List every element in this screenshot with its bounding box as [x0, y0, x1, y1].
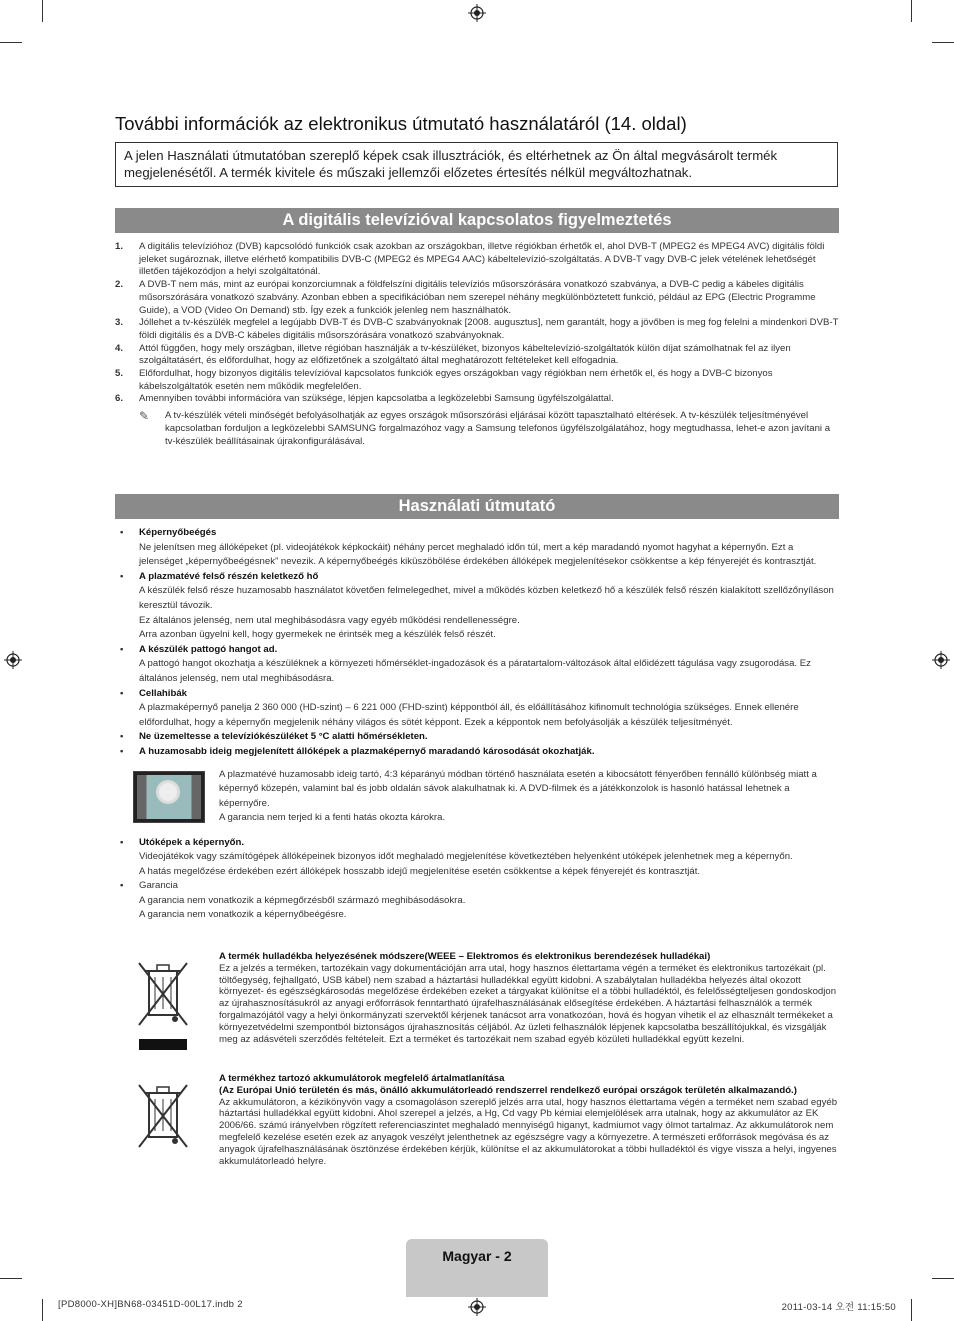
usage-bullets [115, 526, 839, 923]
item-number: 2. [115, 279, 124, 291]
bullet-heading: A plazmatévé felső részén keletkező hő [139, 570, 319, 582]
bullet-heading: Cellahibák [139, 687, 187, 699]
crop-mark [932, 1278, 954, 1279]
bullet-icon: • [120, 745, 124, 757]
bullet-heading: Képernyőbeégés [139, 527, 217, 538]
bullet-icon: • [120, 880, 124, 892]
item-text: Amennyiben további információra van szüksége, lépjen kapcsolatba a legközelebbi Samsung ügyfélszolgálattal. [139, 393, 614, 405]
item-text: A digitális televízióhoz (DVB) kapcsolódó funkciók csak azokban az országokban, illetve régiókban érhetők el, ahol DVB-T (MPEG2 és MPEG4 AVC) digitális földi jeleket sugároznak, illetve elérhető kompatibilis DVB-C (MPEG2 és MPEG4 AAC) kábeltelevízió-szolgáltatás. A DVB-T vagy DVB-C jelek vételének lehetőségét illetően tájékozódjon a helyi szolgáltatónál. [139, 241, 825, 278]
disposal-section [115, 951, 839, 1167]
battery-text: Az akkumulátoron, a kézikönyvön vagy a csomagoláson szereplő jelzés arra utal, hogy hasznos élettartama végén a terméket nem szabad egyéb háztartási hulladékkal együtt kidobni. Ahol szerepel a jelzés, a Hg, Cd vagy Pb kémiai elemjelölések arra utalnak, hogy az akkumulátor az EK 2006/66. számú irányelvben rögzített referenciaszintet meghaladó mennyiségű higanyt, kadmiumot vagy ólmot tartalmaz. Az akkumulátorok nem megfelelő kezelése esetén ezek az anyagok veszélyt jelenthetnek az egészségre vagy a környezetre. A természeti erőforrások megóvása és az anyagok újrafelhasználásának ösztönzése érdekében kérjük, különítse el az akkumulátorokat a többi hulladéktól és vigye vissza a helyi, ingyenes akkumulátorleadó helyre. [219, 1096, 838, 1167]
weee-block [115, 951, 839, 1063]
list-item [115, 393, 839, 406]
crop-mark [0, 1278, 22, 1279]
crop-mark [911, 1299, 912, 1321]
crossed-battery-bin-icon [135, 1081, 191, 1151]
footer-timestamp: 2011-03-14 오전 11:15:50 [781, 1302, 896, 1313]
battery-subheading: (Az Európai Unió területén és más, önálló akkumulátorleadó rendszerrel rendelkező európai országok területén alkalmazandó.) [219, 1084, 797, 1096]
item-text: A DVB-T nem más, mint az európai konzorciumnak a földfelszíni digitális televíziós műsorszórására vonatkozó szabványa, a DVB-C pedig a kábeles digitális műsorszórására vonatkozó szabvány. Azonban ebben a specifikációban nem szerepel néhány megkülönböztetett funkció, például az EPG (Electric Programme Guide), a VOD (Video On Demand) stb. Így ezek a funkciók jelenleg nem használhatók. [139, 279, 816, 316]
battery-heading: A termékhez tartozó akkumulátorok megfelelő ártalmatlanítása [219, 1073, 505, 1084]
list-item [115, 643, 839, 687]
bullet-text: Ez általános jelenség, nem utal meghibásodásra vagy egyéb működési rendellenességre. [139, 614, 520, 626]
bullet-heading: Ne üzemeltesse a televíziókészüléket 5 °C alatti hőmérsékleten. [139, 731, 428, 743]
crop-mark [0, 42, 22, 43]
list-item [115, 687, 839, 731]
burn-in-text: A plazmatévé huzamosabb ideig tartó, 4:3 képarányú módban történő használata esetén a kibocsátott fényerőben fennálló különbség miatt a képernyő közepén, valamint bal és jobb oldalán sávok alakulhatnak ki. A DVD-filmek és a játékkonzolok is hasonló hatással lehetnek a képernyőre. [219, 768, 817, 809]
list-item [115, 730, 839, 745]
bullet-text: A garancia nem vonatkozik a képernyőbeégésre. [139, 909, 347, 921]
list-item [115, 879, 839, 923]
item-text: Attól függően, hogy mely országban, illetve régióban használják a tv-készüléket, bizonyos kábeltelevízió-szolgáltatók külön díjat számolhatnak fel az ilyen szolgáltatásért, és előfordulhat, hogy az előfizetőnek a szolgáltató által meghatározott feltételeket kell elfogadnia. [139, 342, 791, 367]
bullet-text: A hatás megelőzése érdekében ezért állóképek hosszabb idejű megjelenítése esetén csökkentse a képek fényerejét és kontrasztját. [139, 865, 701, 877]
burn-in-illustration-block [115, 768, 839, 830]
item-number: 1. [115, 241, 124, 252]
footer-file-info: [PD8000-XH]BN68-03451D-00L17.indb 2 [58, 1299, 243, 1310]
list-item [115, 343, 839, 368]
crop-mark [932, 42, 954, 43]
bullet-text: Arra azonban ügyelni kell, hogy gyermekek ne érintsék meg a készülék felső részét. [139, 629, 496, 641]
bullet-text: A készülék felső része huzamosabb használatot követően felmelegedhet, mivel a működés közben keletkező hő a készülék felső részén kialakított szellőzőnyíláson keresztül távozik. [139, 585, 834, 611]
bullet-icon: • [120, 687, 124, 699]
list-item [115, 279, 839, 317]
battery-block [115, 1073, 839, 1167]
note [115, 410, 839, 448]
crop-mark [42, 1299, 43, 1321]
crop-mark [42, 0, 43, 22]
list-item [115, 241, 839, 279]
pencil-note-icon: ✎ [139, 409, 150, 424]
registration-mark-icon [468, 1298, 486, 1316]
crop-mark [911, 0, 912, 22]
bullet-heading: Utóképek a képernyőn. [139, 836, 245, 848]
list-item [115, 836, 839, 880]
bullet-text: Videojátékok vagy számítógépek állóképeinek bizonyos időt meghaladó megjelenítése következtében helyenként utóképek jelenhetnek meg a képernyőn. [139, 851, 793, 863]
burn-in-warranty: A garancia nem terjed ki a fenti hatás okozta károkra. [219, 812, 446, 824]
item-text: Jóllehet a tv-készülék megfelel a legújabb DVB-T és DVB-C szabványoknak [2008. augusztus], nem garantált, hogy a jövőben is meg fog felelni a mindenkori DVB-T földi digitális és a DVB-C kábeles digitális műsorszórására vonatkozó szabványoknak. [139, 317, 839, 341]
weee-text: Ez a jelzés a terméken, tartozékain vagy dokumentációján arra utal, hogy hasznos élettartama végén a terméket és elektronikus tartozékait (pl. töltőegység, fejhallgató, USB kábel) nem szabad a háztartási hulladékkal együtt kidobni. A szabálytalan hulladékba helyezés által okozott környezet- és egészségkárosodás megelőzése érdekében ezeket a tárgyakat különítse el a többi hulladéktól, és felelősségteljesen gondoskodjon az újrahasznosításukról az anyagi erőforrások fenntartható újrafelhasználásának elősegítése érdekében. A háztartási felhasználók a termék forgalmazójától vagy a helyi önkormányzati szervektől kérjenek tanácsot arra vonatkozóan, hová és hogyan vihetik el az elhasznált termékeket a környezetvédelmi szempontból biztonságos újrahasznosítás céljából. Az üzleti felhasználók lépjenek kapcsolatba beszállítójukkal, és vizsgálják meg az adásvételi szerződés feltételeit. Ezt a terméket és tartozékait nem szabad egyéb közületi hulladékkal együtt kezelni. [219, 962, 837, 1045]
weee-heading: A termék hulladékba helyezésének módszere(WEEE – Elektromos és elektronikus berendezések hulladékai) [219, 951, 711, 962]
list-item [115, 317, 839, 342]
bullet-icon: • [120, 570, 124, 582]
list-item [115, 368, 839, 393]
bullet-heading: A készülék pattogó hangot ad. [139, 643, 278, 655]
digital-tv-warnings-list [115, 241, 839, 448]
section-heading-usage: Használati útmutató [115, 494, 839, 519]
bullet-icon: • [120, 527, 124, 538]
registration-mark-icon [4, 651, 22, 669]
crossed-bin-icon [135, 959, 191, 1051]
list-item [115, 570, 839, 643]
item-number: 6. [115, 393, 124, 405]
page-title: További információk az elektronikus útmutató használatáról (14. oldal) [115, 113, 687, 134]
bullet-heading: A huzamosabb ideig megjelenített állóképek a plazmaképernyő maradandó károsodását okozhatják. [139, 745, 595, 757]
item-number: 5. [115, 368, 124, 380]
tv-screen-image [133, 771, 205, 823]
bullet-heading: Garancia [139, 880, 178, 892]
item-number: 4. [115, 342, 124, 354]
bullet-text: A plazmaképernyő panelja 2 360 000 (HD-szint) – 6 221 000 (FHD-szint) képpontból áll, és előállításához kifinomult technológia szükséges. Ennek ellenére előfordulhat, hogy a képernyőn megjelenik néhány világos és sötét képpont. Ezek a képpontok nem befolyásolják a készülék teljesítményét. [139, 702, 799, 728]
bullet-text: Ne jelenítsen meg állóképeket (pl. videojátékok képkockáit) néhány percet meghaladó időn túl, mert a kép maradandó nyomot hagyhat a képernyőn. Ezt a jelenséget „képernyőbeégésnek” nevezik. A képernyőbeégés kiküszöbölése érdekében állóképek megjelenítésekor csökkentse a kép fényerejét és kontrasztját. [139, 541, 817, 568]
bullet-icon: • [120, 731, 124, 743]
section-heading-digital-tv: A digitális televízióval kapcsolatos figyelmeztetés [115, 208, 839, 233]
bullet-text: A pattogó hangot okozhatja a készüléknek a környezeti hőmérséklet-ingadozások és a páratartalom-változások által előidézett tágulása vagy zsugorodása. Ez általános jelenség, nem utal meghibásodásra. [139, 658, 811, 684]
item-text: Előfordulhat, hogy bizonyos digitális televízióval kapcsolatos funkciók egyes országokban vagy régiókban nem érhetők el, és hogy a DVB-C bizonyos kábelszolgáltatók esetén nem működik megfelelően. [139, 368, 773, 392]
note-text: A tv-készülék vételi minőségét befolyásolhatják az egyes országok műsorszórási eljárásai között tapasztalható eltérések. A tv-készülék teljesítményével kapcsolatban forduljon a legközelebbi SAMSUNG forgalmazóhoz vagy a Samsung telefonos ügyfélszolgálatához, hogy megtudhassa, lehet-e azon javítani a tv-készülék beállításainak újrakonfigurálásával. [165, 410, 831, 447]
page-number-tab: Magyar - 2 [406, 1239, 548, 1297]
list-item [115, 526, 839, 570]
item-number: 3. [115, 317, 124, 329]
intro-notice: A jelen Használati útmutatóban szereplő képek csak illusztrációk, és eltérhetnek az Ön által megvásárolt termék megjelenésétől. A termék kivitele és műszaki jellemzői előzetes értesítés nélkül megváltozhatnak. [115, 142, 838, 187]
registration-mark-icon [468, 4, 486, 22]
bullet-icon: • [120, 836, 124, 848]
list-item [115, 745, 839, 760]
registration-mark-icon [932, 651, 950, 669]
bullet-icon: • [120, 643, 124, 655]
bullet-text: A garancia nem vonatkozik a képmegőrzésből származó meghibásodásokra. [139, 894, 466, 906]
